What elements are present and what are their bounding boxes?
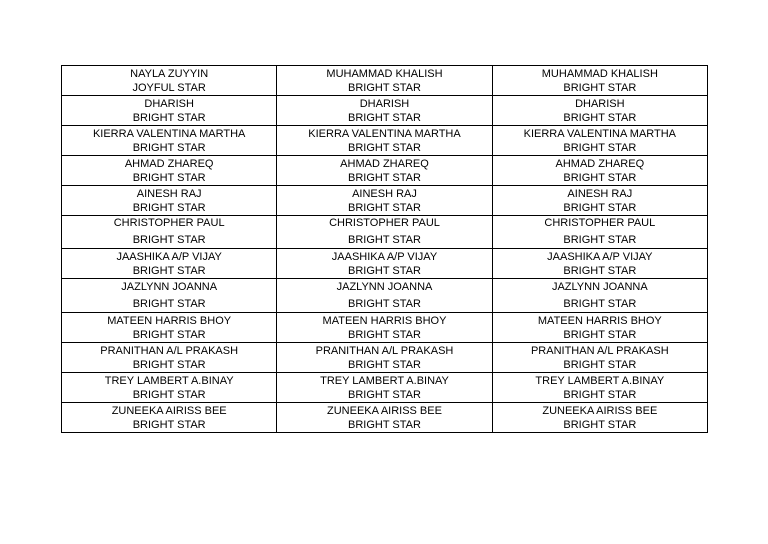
award-title: BRIGHT STAR xyxy=(132,389,206,401)
student-name: ZUNEEKA AIRISS BEE xyxy=(111,405,227,417)
award-title: BRIGHT STAR xyxy=(348,329,421,341)
student-name: AHMAD ZHAREQ xyxy=(340,158,429,170)
award-title: BRIGHT STAR xyxy=(348,234,421,246)
award-title: BRIGHT STAR xyxy=(563,142,637,154)
award-title: BRIGHT STAR xyxy=(348,202,421,214)
label-cell xyxy=(492,373,707,403)
student-name: MUHAMMAD KHALISH xyxy=(541,68,658,80)
label-cell xyxy=(277,403,492,433)
award-title: BRIGHT STAR xyxy=(348,142,421,154)
award-title: BRIGHT STAR xyxy=(348,172,421,184)
award-title: BRIGHT STAR xyxy=(132,265,206,277)
student-name: JAASHIKA A/P VIJAY xyxy=(331,251,438,263)
student-name: DHARISH xyxy=(575,98,625,110)
label-cell xyxy=(62,279,277,313)
award-title: BRIGHT STAR xyxy=(348,265,421,277)
table-row xyxy=(62,313,708,343)
award-title: BRIGHT STAR xyxy=(563,112,637,124)
label-cell xyxy=(62,403,277,433)
label-cell xyxy=(277,313,492,343)
label-cell xyxy=(492,66,707,96)
award-title: BRIGHT STAR xyxy=(563,82,637,94)
award-title: BRIGHT STAR xyxy=(563,359,637,371)
table-row xyxy=(62,403,708,433)
student-name: DHARISH xyxy=(144,98,194,110)
table-row xyxy=(62,186,708,216)
student-name: KIERRA VALENTINA MARTHA xyxy=(523,128,677,140)
label-cell xyxy=(62,66,277,96)
award-title: BRIGHT STAR xyxy=(132,359,206,371)
award-title: JOYFUL STAR xyxy=(132,82,206,94)
student-name: PRANITHAN A/L PRAKASH xyxy=(530,345,669,357)
award-title: BRIGHT STAR xyxy=(563,202,637,214)
label-cell xyxy=(62,373,277,403)
student-name: MATEEN HARRIS BHOY xyxy=(537,315,662,327)
award-title: BRIGHT STAR xyxy=(348,112,421,124)
student-name: CHRISTOPHER PAUL xyxy=(544,217,656,229)
label-cell xyxy=(492,216,707,249)
table-row xyxy=(62,66,708,96)
award-title: BRIGHT STAR xyxy=(563,329,637,341)
label-cell xyxy=(277,216,492,249)
student-name: AHMAD ZHAREQ xyxy=(555,158,645,170)
label-cell xyxy=(62,249,277,279)
student-name: MATEEN HARRIS BHOY xyxy=(107,315,232,327)
student-name: AINESH RAJ xyxy=(567,188,633,200)
label-cell xyxy=(277,279,492,313)
award-title: BRIGHT STAR xyxy=(563,389,637,401)
label-cell xyxy=(62,126,277,156)
student-name: TREY LAMBERT A.BINAY xyxy=(535,375,665,387)
student-name: NAYLA ZUYYIN xyxy=(130,68,209,80)
student-name: JAZLYNN JOANNA xyxy=(551,281,648,293)
label-cell xyxy=(492,343,707,373)
award-title: BRIGHT STAR xyxy=(132,202,206,214)
label-cell xyxy=(62,96,277,126)
student-name: JAASHIKA A/P VIJAY xyxy=(547,251,653,263)
label-cell xyxy=(62,216,277,249)
student-name: PRANITHAN A/L PRAKASH xyxy=(100,345,239,357)
label-cell xyxy=(492,313,707,343)
label-cell xyxy=(492,126,707,156)
student-name: KIERRA VALENTINA MARTHA xyxy=(308,128,461,140)
student-name: ZUNEEKA AIRISS BEE xyxy=(327,405,442,417)
student-name: AINESH RAJ xyxy=(352,188,417,200)
student-name: MUHAMMAD KHALISH xyxy=(326,68,443,80)
award-title: BRIGHT STAR xyxy=(563,419,637,431)
label-cell xyxy=(277,126,492,156)
student-name: TREY LAMBERT A.BINAY xyxy=(104,375,234,387)
award-title: BRIGHT STAR xyxy=(348,389,421,401)
award-title: BRIGHT STAR xyxy=(563,298,637,310)
student-name: AHMAD ZHAREQ xyxy=(124,158,214,170)
label-cell xyxy=(277,186,492,216)
label-cell xyxy=(277,96,492,126)
student-name: MATEEN HARRIS BHOY xyxy=(322,315,447,327)
student-name: JAASHIKA A/P VIJAY xyxy=(116,251,222,263)
table-row xyxy=(62,373,708,403)
student-name: JAZLYNN JOANNA xyxy=(121,281,218,293)
student-name: ZUNEEKA AIRISS BEE xyxy=(542,405,658,417)
student-name: JAZLYNN JOANNA xyxy=(336,281,433,293)
student-name: AINESH RAJ xyxy=(136,188,202,200)
award-title: BRIGHT STAR xyxy=(348,82,421,94)
label-cell xyxy=(62,156,277,186)
award-title: BRIGHT STAR xyxy=(348,419,421,431)
label-cell xyxy=(277,66,492,96)
label-cell xyxy=(492,156,707,186)
name-label-table xyxy=(61,65,708,433)
label-cell xyxy=(277,249,492,279)
label-cell xyxy=(62,343,277,373)
award-title: BRIGHT STAR xyxy=(132,234,206,246)
award-title: BRIGHT STAR xyxy=(563,265,637,277)
award-title: BRIGHT STAR xyxy=(132,142,206,154)
student-name: TREY LAMBERT A.BINAY xyxy=(320,375,449,387)
label-cell xyxy=(277,343,492,373)
award-title: BRIGHT STAR xyxy=(132,298,206,310)
label-cell xyxy=(62,186,277,216)
student-name: KIERRA VALENTINA MARTHA xyxy=(92,128,246,140)
student-name: CHRISTOPHER PAUL xyxy=(113,217,225,229)
label-cell xyxy=(62,313,277,343)
table-row xyxy=(62,249,708,279)
student-name: DHARISH xyxy=(359,98,410,110)
student-name: PRANITHAN A/L PRAKASH xyxy=(315,345,454,357)
student-name: CHRISTOPHER PAUL xyxy=(329,217,440,229)
table-row xyxy=(62,96,708,126)
label-cell xyxy=(492,186,707,216)
award-title: BRIGHT STAR xyxy=(563,234,637,246)
award-title: BRIGHT STAR xyxy=(132,329,206,341)
award-title: BRIGHT STAR xyxy=(132,112,206,124)
label-cell xyxy=(492,279,707,313)
award-title: BRIGHT STAR xyxy=(348,298,421,310)
award-title: BRIGHT STAR xyxy=(132,172,206,184)
award-title: BRIGHT STAR xyxy=(348,359,421,371)
award-title: BRIGHT STAR xyxy=(132,419,206,431)
table-row xyxy=(62,156,708,186)
award-title: BRIGHT STAR xyxy=(563,172,637,184)
table-row xyxy=(62,279,708,313)
table-row xyxy=(62,126,708,156)
label-cell xyxy=(492,249,707,279)
table-row xyxy=(62,343,708,373)
label-cell xyxy=(277,373,492,403)
label-cell xyxy=(492,96,707,126)
table-row xyxy=(62,216,708,249)
label-cell xyxy=(277,156,492,186)
label-cell xyxy=(492,403,707,433)
